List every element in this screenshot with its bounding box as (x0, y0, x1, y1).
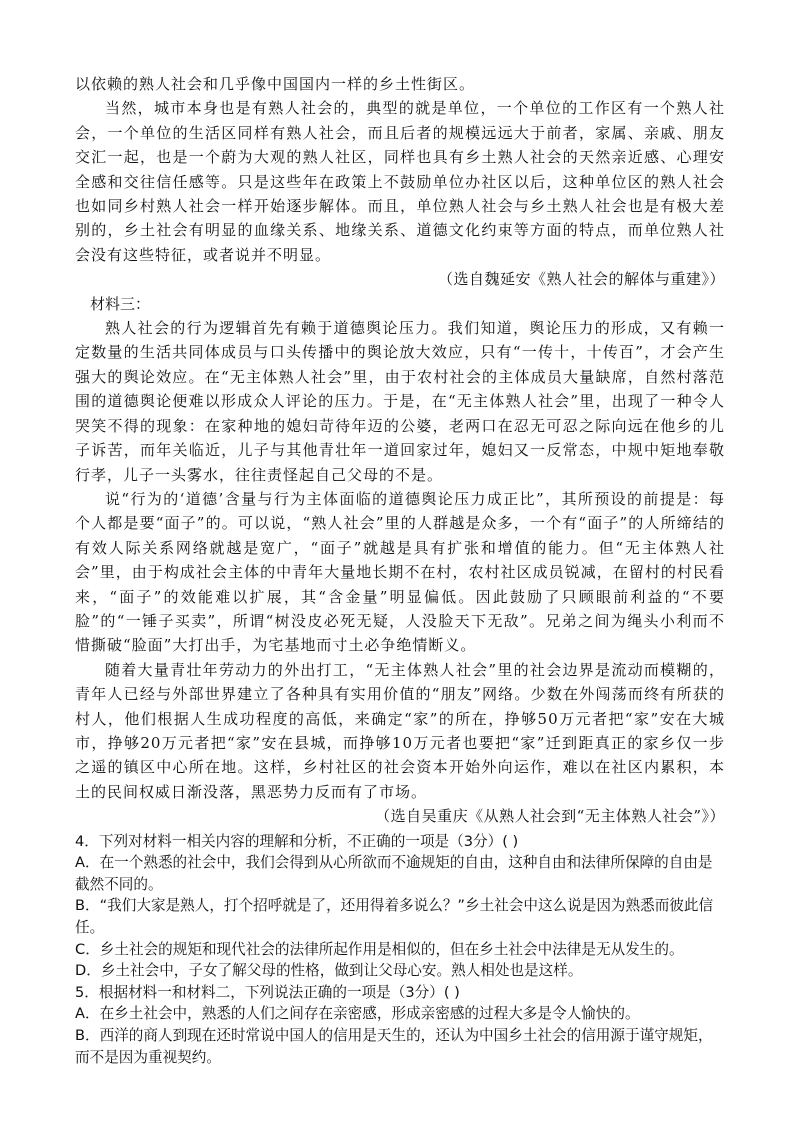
question-4 (75, 831, 725, 982)
material2-paragraph: 当然，城市本身也是有熟人社会的，典型的就是单位，一个单位的工作区有一个熟人社会，一个单位的生活区同样有熟人社会，而且后者的规模远远大于前者，家属、亲戚、朋友交汇一起，也是一个蔚为大观的熟人社区，同样也具有乡土熟人社会的天然亲近感、心理安全感和交往信任感等。只是这些年在政策上不鼓励单位办社区以后，这种单位区的熟人社会也如同乡村熟人社会一样开始逐步解体。而且，单位熟人社会与乡土熟人社会也是有极大差别的，乡土社会有明显的血缘关系、地缘关系、道德文化约束等方面的特点，而单位熟人社会没有这些特征，或者说并不明显。 (75, 99, 725, 264)
question-5-option-a[interactable]: A．在乡土社会中，熟悉的人们之间存在亲密感，形成亲密感的过程大多是令人愉快的。 (75, 1005, 640, 1023)
question-5-option-b[interactable]: B．西洋的商人到现在还时常说中国人的信用是天生的，还认为中国乡土社会的信用源于谨守规矩，而不是因为重视契约。 (75, 1026, 713, 1066)
material3-label: 材料三： (90, 294, 151, 313)
question-4-option-d[interactable]: D．乡土社会中，子女了解父母的性格，做到让父母心安。熟人相处也是这样。 (75, 962, 583, 980)
material2-continuation: 以依赖的熟人社会和几乎像中国国内一样的乡土性街区。 (75, 75, 476, 93)
question-4-option-a[interactable]: A．在一个熟悉的社会中，我们会得到从心所欲而不逾规矩的自由，这种自由和法律所保障的自由是截然不同的。 (75, 854, 713, 893)
question-5-stem: 5．根据材料一和材料二，下列说法正确的一项是（3分）( ) (75, 983, 460, 1001)
material3-paragraph-2: 说“行为的‘道德’含量与行为主体面临的道德舆论压力成正比”，其所预设的前提是：每个人都是要“面子”的。可以说，“熟人社会”里的人群越是众多，一个有“面子”的人所缔结的有效人际关系网络就越是宽广，“面子”就越是具有扩张和增值的能力。但“无主体熟人社会”里，由于构成社会主体的中青年大量地长期不在村，农村社区成员锐减，在留村的村民看来，“面子”的效能难以扩展，其“含金量”明显偏低。因此鼓励了只顾眼前利益的“不要脸”的“一锤子买卖”，所谓“树没皮必死无疑，人没脸天下无敌”。兄弟之间为绳头小利而不惜撕破“脸面”大打出手，为宅基地而寸土必争绝情断义。 (75, 489, 725, 655)
material3-source: （选自吴重庆《从熟人社会到“无主体熟人社会”》） (375, 807, 725, 826)
question-4-stem: 4．下列对材料一相关内容的理解和分析，不正确的一项是（3分）( ) (75, 832, 519, 850)
material2-source: （选自魏延安《熟人社会的解体与重建》） (437, 270, 725, 289)
material3-paragraph-1: 熟人社会的行为逻辑首先有赖于道德舆论压力。我们知道，舆论压力的形成，又有赖一定数量的生活共同体成员与口头传播中的舆论放大效应，只有“一传十，十传百”，才会产生强大的舆论效应。在“无主体熟人社会”里，由于农村社会的主体成员大量缺席，自然村落范围的道德舆论便难以形成众人评论的压力。于是，在“无主体熟人社会”里，出现了一种令人哭笑不得的现象：在家种地的媳妇苛待年迈的公婆，老两口在忍无可忍之际向远在他乡的儿子诉苦，而年关临近，儿子与其他青壮年一道回家过年，媳妇又一反常态，中规中矩地奉敬行孝，儿子一头雾水，往往责怪起自己父母的不是。 (75, 319, 725, 484)
exam-page (75, 72, 725, 1068)
question-4-option-b[interactable]: B．“我们大家是熟人，打个招呼就是了，还用得着多说么？”乡土社会中这么说是因为熟悉而彼此信任。 (75, 897, 714, 936)
material3-paragraph-3: 随着大量青壮年劳动力的外出打工，“无主体熟人社会”里的社会边界是流动而模糊的，青年人已经与外部世界建立了各种具有实用价值的“朋友”网络。少数在外闯荡而终有所获的村人，他们根据人生成功程度的高低，来确定“家”的所在，挣够50万元者把“家”安在大城市，挣够20万元者把“家”安在县城，而挣够10万元者也要把“家”迁到距真正的家乡仅一步之遥的镇区中心所在地。这样，乡村社区的社会资本开始外向运作，难以在社区内累积，本土的民间权威日渐没落，黑恶势力反而有了市场。 (75, 660, 725, 801)
question-5 (75, 982, 725, 1068)
question-4-option-c[interactable]: C．乡土社会的规矩和现代社会的法律所起作用是相似的，但在乡土社会中法律是无从发生的。 (75, 940, 684, 958)
